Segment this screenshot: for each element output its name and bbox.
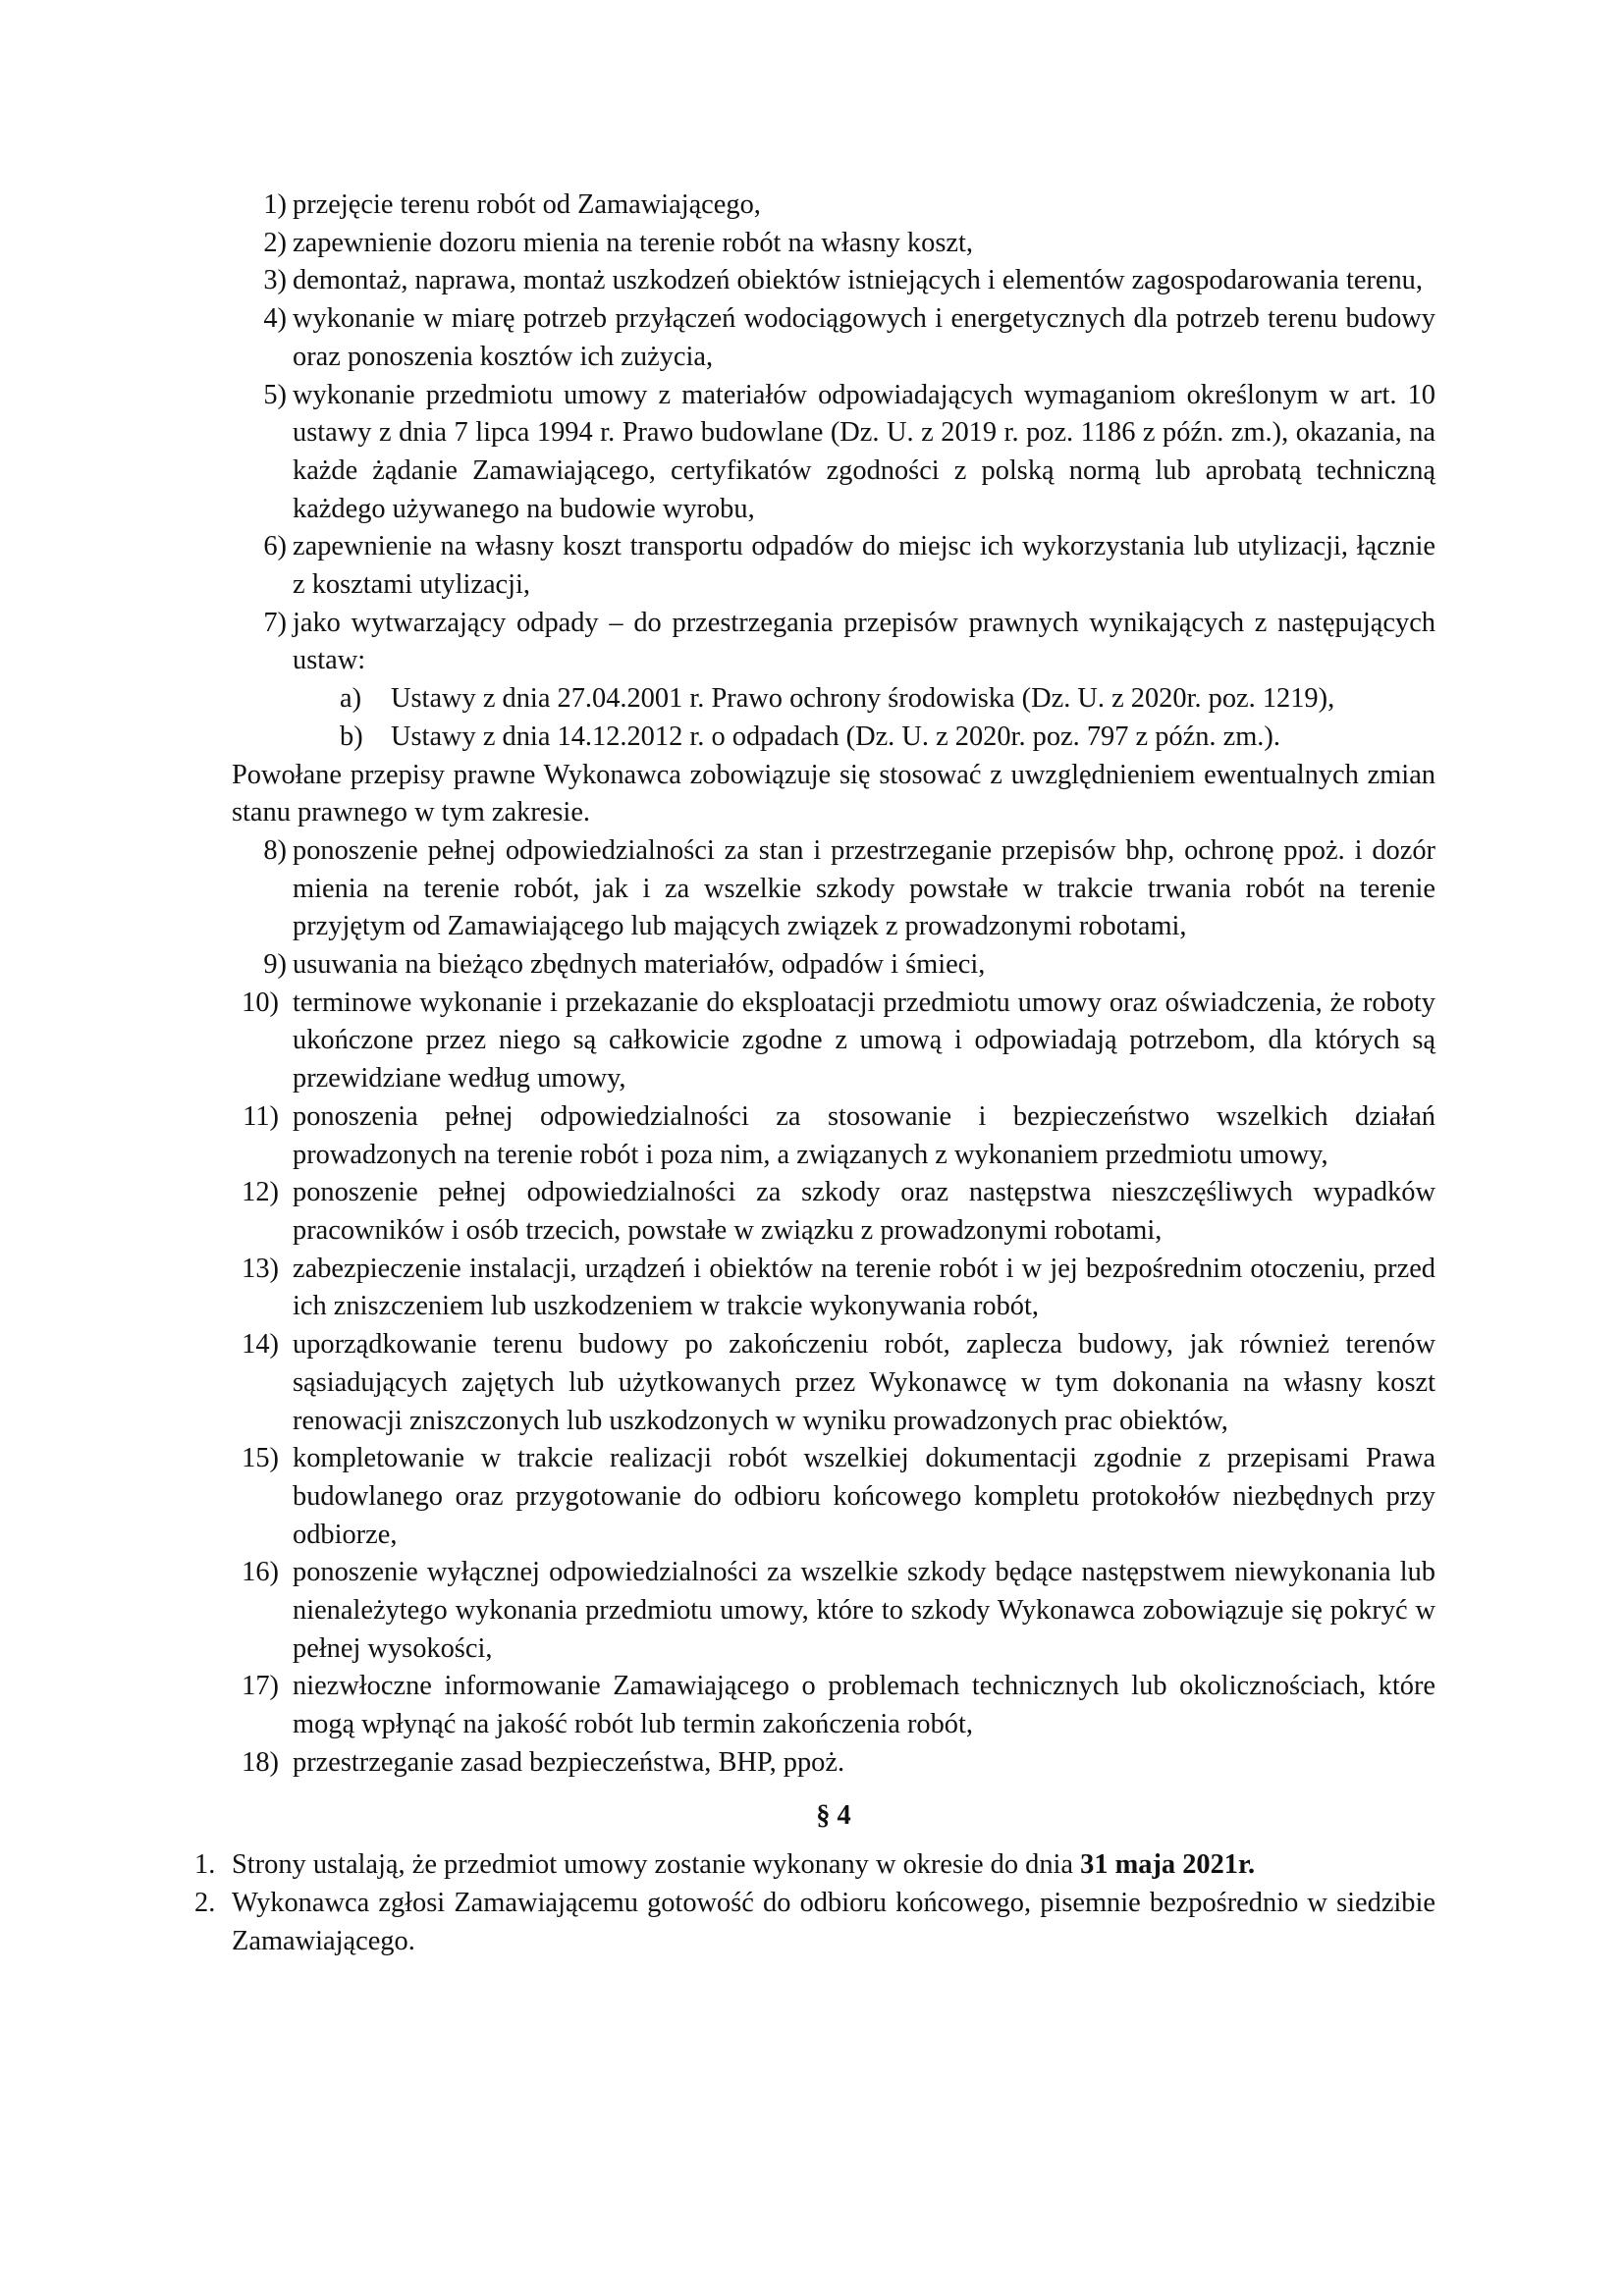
list-item-text: demontaż, naprawa, montaż uszkodzeń obiektów istniejących i elementów zagospodarowania terenu, [293, 265, 1423, 296]
list-item-text: niezwłoczne informowanie Zamawiającego o problemach technicznych lub okolicznościach, które mogą wpłynąć na jakość robót lub termin zakończenia robót, [293, 1671, 1435, 1740]
list-item [232, 1668, 1435, 1743]
list-item-text: ponoszenie pełnej odpowiedzialności za stan i przestrzeganie przepisów bhp, ochronę ppoż. i dozór mienia na terenie robót, jak i za wszelkie szkody powstałe w trakcie trwania robót na terenie przyjętym od Zamawiającego lub mających związek z prowadzonymi robotami, [293, 834, 1435, 942]
list-item-number: 18) [242, 1746, 279, 1778]
list-item-text: przestrzeganie zasad bezpieczeństwa, BHP, ppoż. [293, 1746, 845, 1778]
list-item-number: 3) [263, 265, 287, 296]
list-item-number: 9) [263, 949, 287, 981]
list-item-number: 7) [263, 607, 287, 638]
sub-list-item-letter: b) [340, 721, 363, 752]
list-item [232, 1098, 1435, 1174]
list-item-number: 10) [242, 987, 279, 1018]
list-item-text: wykonanie w miarę potrzeb przyłączeń wodociągowych i energetycznych dla potrzeb terenu budowy oraz ponoszenia kosztów ich zużycia, [293, 303, 1435, 372]
list-item-text: zabezpieczenie instalacji, urządzeń i obiektów na terenie robót i w jej bezpośrednim otoczeniu, przed ich zniszczeniem lub uszkodzeniem w trakcie wykonywania robót, [293, 1253, 1435, 1322]
section-item-text: Wykonawca zgłosi Zamawiającemu gotowość do odbioru końcowego, pisemnie bezpośrednio w siedzibie Zamawiającego. [232, 1887, 1435, 1956]
deadline-date: 31 maja 2021r. [1080, 1849, 1256, 1881]
list-item-number: 12) [242, 1177, 279, 1208]
list-item-number: 8) [263, 834, 287, 866]
obligations-list [232, 187, 1435, 680]
list-item [232, 300, 1435, 376]
list-item-text: przejęcie terenu robót od Zamawiającego, [293, 189, 761, 220]
list-item [232, 225, 1435, 263]
list-item-number: 15) [242, 1443, 279, 1474]
section-item-number: 2. [194, 1887, 216, 1918]
list-item-number: 4) [263, 303, 287, 335]
list-item-number: 6) [263, 531, 287, 562]
section-list-item [194, 1885, 1435, 1960]
list-item [232, 1440, 1435, 1554]
list-item [232, 1326, 1435, 1440]
list-item [232, 605, 1435, 680]
list-item [232, 1744, 1435, 1783]
list-item-text: ponoszenie wyłącznej odpowiedzialności za wszelkie szkody będące następstwem niewykonania lub nienależytego wykonania przedmiotu umowy, które to szkody Wykonawca zobowiązuje się pokryć w pełnej wysokości, [293, 1557, 1435, 1664]
list-item-text: zapewnienie na własny koszt transportu odpadów do miejsc ich wykorzystania lub utylizacji, łącznie z kosztami utylizacji, [293, 531, 1435, 601]
section-list [194, 1846, 1435, 1960]
sub-list-item-text: Ustawy z dnia 14.12.2012 r. o odpadach (Dz. U. z 2020r. poz. 797 z późn. zm.). [391, 721, 1280, 752]
sub-list-item-letter: a) [340, 683, 362, 715]
section-heading: § 4 [816, 1799, 851, 1831]
sub-list-item-text: Ustawy z dnia 27.04.2001 r. Prawo ochrony środowiska (Dz. U. z 2020r. poz. 1219), [391, 683, 1335, 715]
list-item-number: 2) [263, 227, 287, 258]
obligations-list-continued [232, 832, 1435, 1783]
list-item-text: kompletowanie w trakcie realizacji robót wszelkiej dokumentacji zgodnie z przepisami Prawa budowlanego oraz przygotowanie do odbioru końcowego kompletu protokołów niezbędnych przy odbiorze, [293, 1443, 1435, 1550]
section-item-number: 1. [194, 1849, 216, 1881]
section-list-item [194, 1846, 1435, 1885]
list-item-number: 5) [263, 379, 287, 410]
paragraph-text: Powołane przepisy prawne Wykonawca zobowiązuje się stosować z uwzględnieniem ewentualnych zmian stanu prawnego w tym zakresie. [232, 759, 1435, 828]
list-item [232, 946, 1435, 985]
list-item-text: jako wytwarzający odpady – do przestrzegania przepisów prawnych wynikających z następujących ustaw: [293, 607, 1435, 676]
sub-list [232, 680, 1435, 756]
list-item-number: 16) [242, 1557, 279, 1588]
list-item-text: usuwania na bieżąco zbędnych materiałów, odpadów i śmieci, [293, 949, 986, 981]
list-item-number: 14) [242, 1329, 279, 1361]
list-item-text: uporządkowanie terenu budowy po zakończeniu robót, zaplecza budowy, jak również terenów sąsiadujących zajętych lub użytkowanych przez Wykonawcę w tym dokonania na własny koszt renowacji zniszczonych lub uszkodzonych w wyniku prowadzonych prac obiektów, [293, 1329, 1435, 1436]
list-item [232, 832, 1435, 946]
list-item [232, 985, 1435, 1098]
list-item [232, 528, 1435, 604]
list-item-text: ponoszenia pełnej odpowiedzialności za stosowanie i bezpieczeństwo wszelkich działań prowadzonych na terenie robót i poza nim, a związanych z wykonaniem przedmiotu umowy, [293, 1100, 1435, 1170]
document-body [194, 187, 1435, 1960]
list-item-number: 13) [242, 1253, 279, 1284]
sub-list-item [232, 719, 1435, 757]
list-item [232, 1554, 1435, 1668]
list-item-text: zapewnienie dozoru mienia na terenie robót na własny koszt, [293, 227, 973, 258]
list-item-text: ponoszenie pełnej odpowiedzialności za szkody oraz następstwa nieszczęśliwych wypadków pracowników i osób trzecich, powstałe w związku z prowadzonymi robotami, [293, 1177, 1435, 1246]
list-item-text: terminowe wykonanie i przekazanie do eksploatacji przedmiotu umowy oraz oświadczenia, że roboty ukończone przez niego są całkowicie zgodne z umową i odpowiadają potrzebom, dla których są przewidziane według umowy, [293, 987, 1435, 1095]
list-item-number: 17) [242, 1671, 279, 1702]
list-item [232, 377, 1435, 529]
list-item-number: 1) [263, 189, 287, 220]
list-item [232, 1251, 1435, 1326]
list-item [232, 1174, 1435, 1250]
list-item-number: 11) [243, 1100, 279, 1132]
sub-list-item [232, 680, 1435, 719]
list-item-text: wykonanie przedmiotu umowy z materiałów odpowiadających wymaganiom określonym w art. 10 ustawy z dnia 7 lipca 1994 r. Prawo budowlane (Dz. U. z 2019 r. poz. 1186 z późn. zm.), okazania, na każde żądanie Zamawiającego, certyfikatów zgodności z polską normą lub aprobatą techniczną każdego używanego na budowie wyrobu, [293, 379, 1435, 524]
list-item [232, 187, 1435, 225]
list-item [232, 262, 1435, 300]
section-item-text: Strony ustalają, że przedmiot umowy zostanie wykonany w okresie do dnia [232, 1849, 1081, 1881]
